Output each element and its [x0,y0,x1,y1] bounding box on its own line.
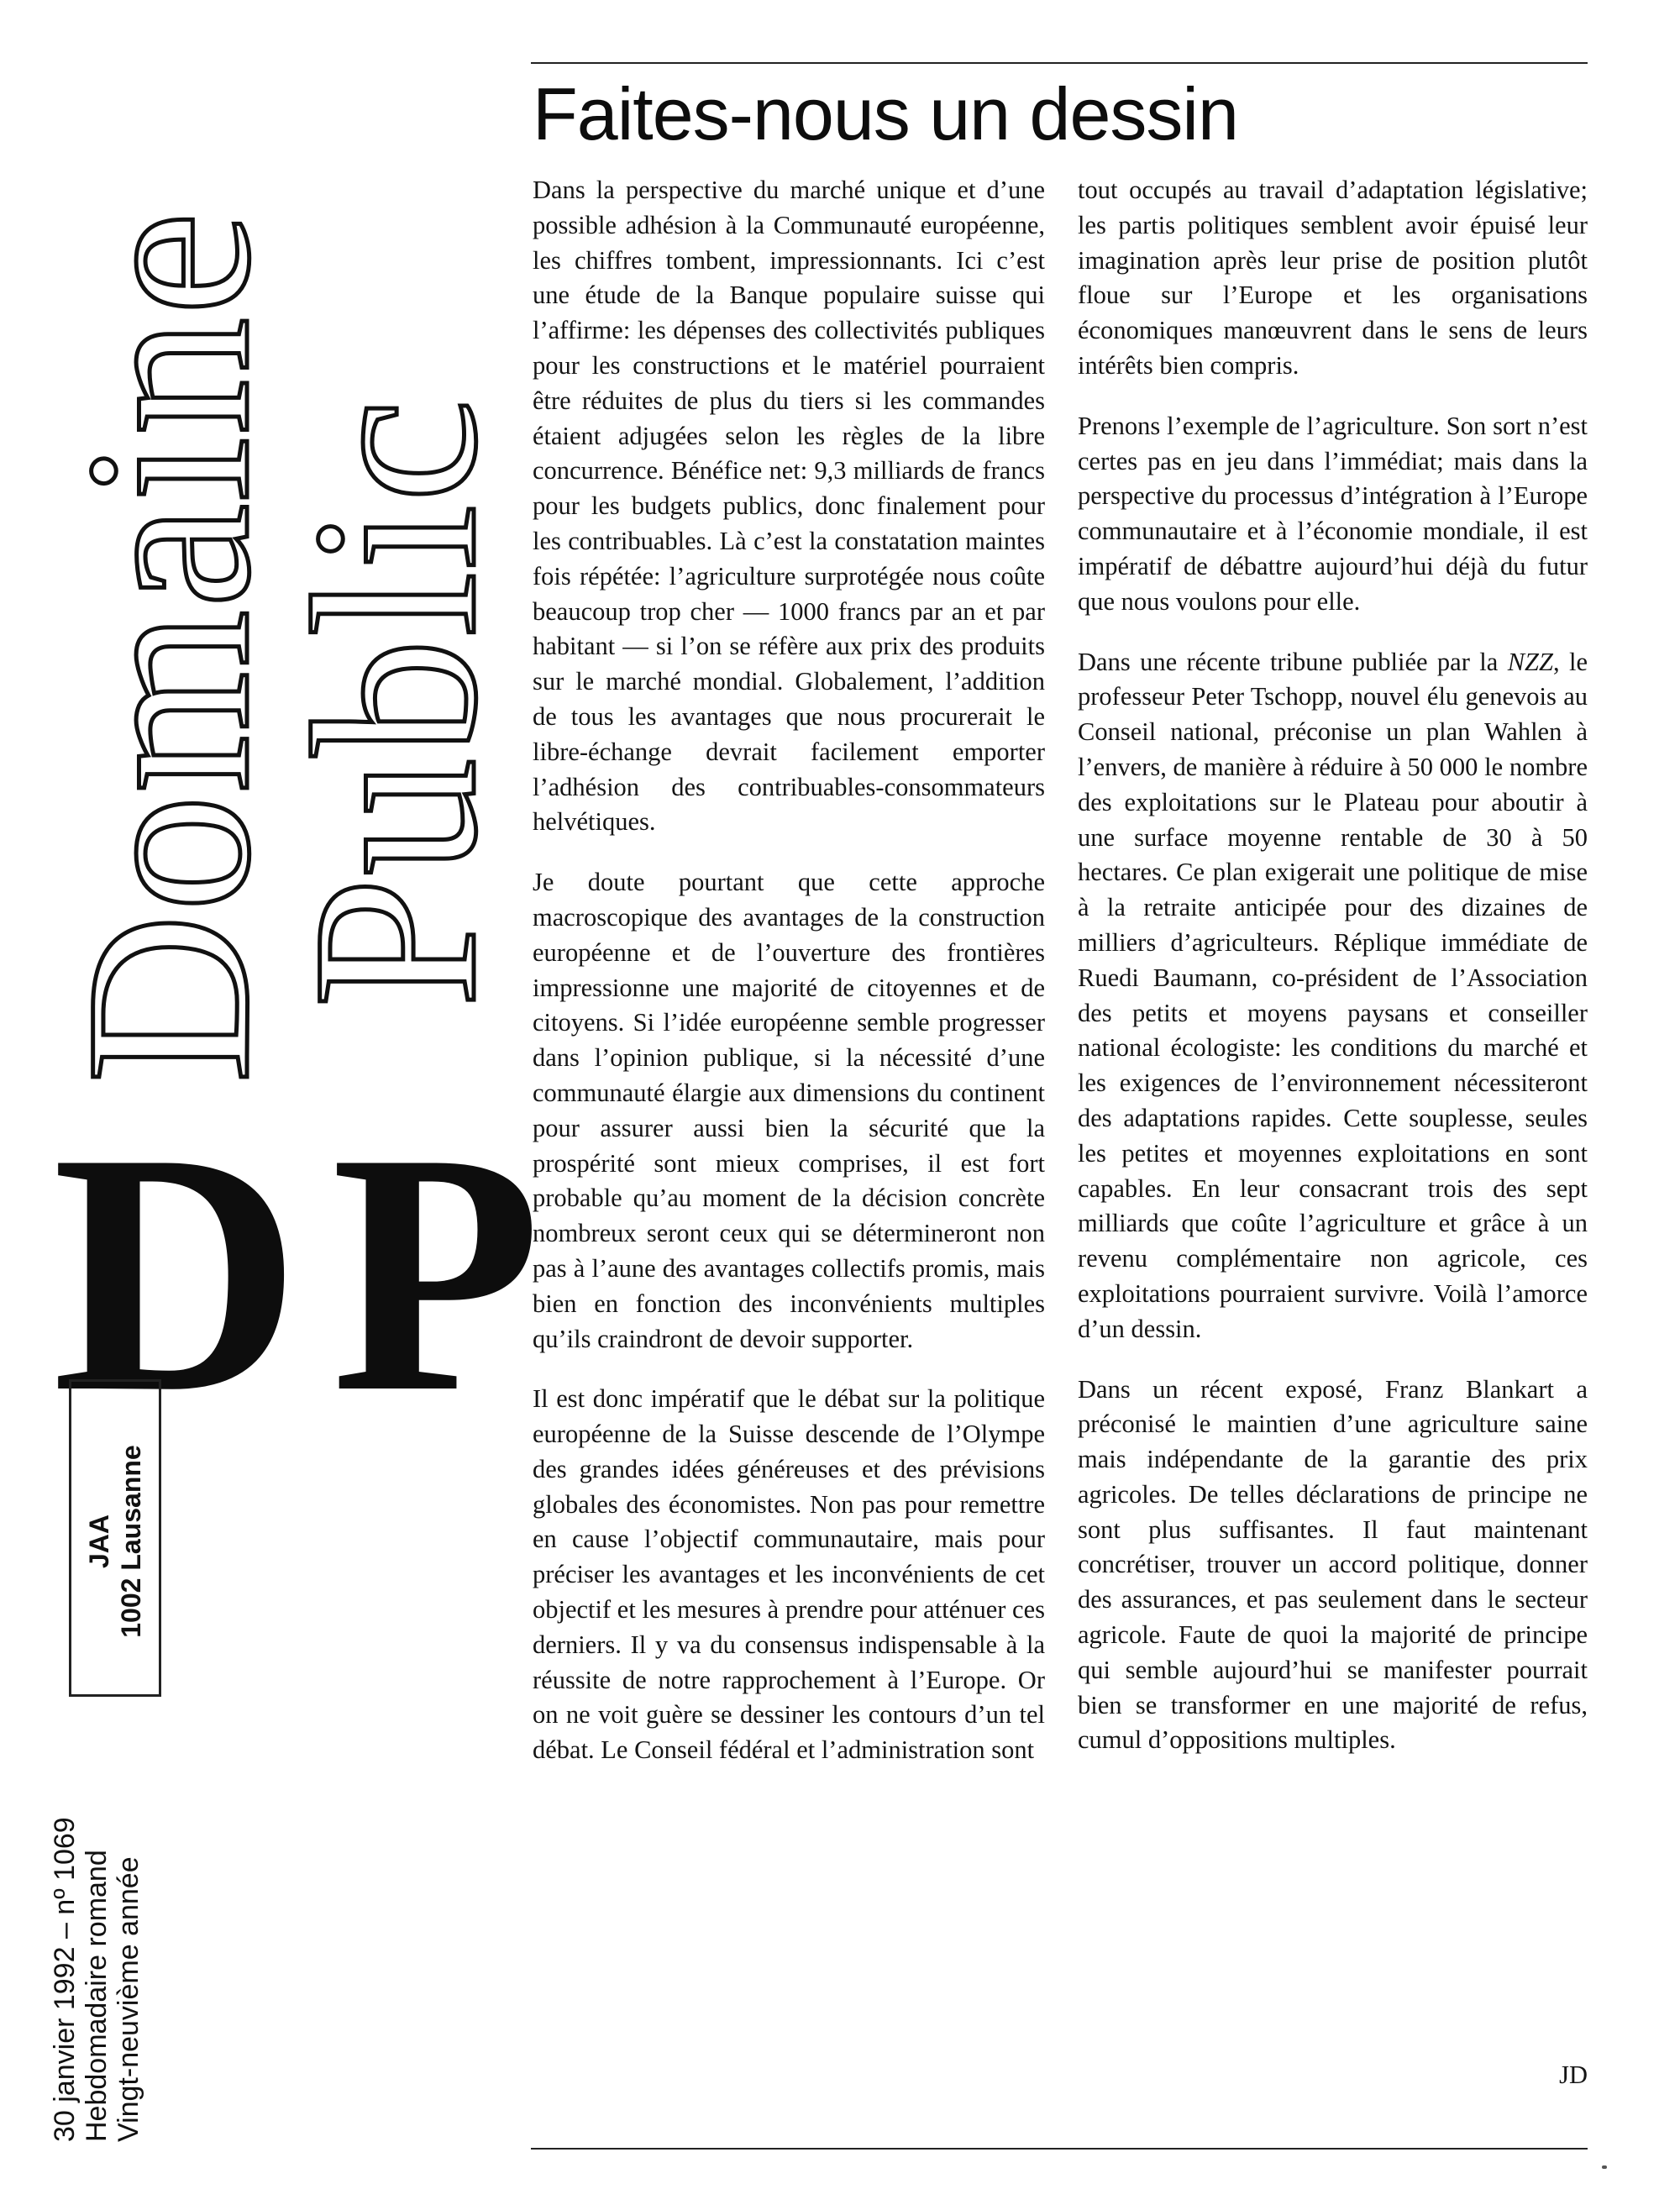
scan-speck [1602,2165,1607,2169]
author-signature: JD [1559,2060,1588,2089]
jaa-label: JAA [84,1514,114,1569]
masthead-title-public: Public [264,396,525,1008]
jaa-postcode: 1002 Lausanne [116,1445,146,1638]
article-title: Faites-nous un dessin [533,72,1238,155]
bottom-rule [531,2148,1588,2150]
paragraph: Prenons l’exemple de l’agriculture. Son sort n’est certes pas en jeu dans l’immédiat; mais dans la perspective du processus d’intégration à l’Europe communautaire et à l’économie mondiale, il est impératif de débattre aujourd’hui déjà du futur que nous voulons pour elle. [1078,411,1588,616]
article-column-right [1078,173,1588,1758]
paragraph-nzz [1078,645,1588,1347]
nzz-italic: NZZ [1507,647,1553,676]
dp-logo: DP [52,1082,572,1463]
nzz-after: , le professeur Peter Tschopp, nouvel élu genevois au Conseil national, préconise un plan Wahlen à l’envers, de manière à réduire à 50 000 le nombre des exploitations sur le Plateau pour aboutir à une surface moyenne rentable de 30 à 50 hectares. Ce plan exigerait une politique de mise à la retraite anticipée pour des dizaines de milliers d’agriculteurs. Réplique immédiate de Ruedi Baumann, co-président de l’Association des petits et moyens paysans et conseiller national écologiste: les conditions du marché et les exigences de l’environnement nécessiteront des adaptations rapides. Cette souplesse, seules les petites et moyennes exploitations en sont capables. En leur consacrant trois des sept milliards que coûte l’agriculture et grâce à un revenu complémentaire non agricole, ces exploitations pourraient survivre. Voilà l’amorce d’un dessin. [1078,647,1588,1343]
jaa-address-text [83,1399,147,1684]
nzz-before: Dans une récente tribune publiée par la [1078,647,1508,676]
jaa-address-box [69,1379,161,1697]
paragraph: Je doute pourtant que cette approche macroscopique des avantages de la construction européenne et de l’ouverture des frontières impressionne une majorité de citoyennes et de citoyens. Si l’idée européenne semble progresser dans l’opinion publique, si la nécessité d’une communauté élargie aux dimensions du continent pour assurer aussi bien la sécurité que la prospérité sont mieux comprises, il est fort probable qu’au moment de la décision concrète nombreux seront ceux qui se détermineront non pas à l’aune des avantages collectifs promis, mais bien en fonction des inconvénients multiples qu’ils craindront de devoir supporter. [533,868,1045,1353]
paragraph: Dans la perspective du marché unique et d’une possible adhésion à la Communauté européenne, les chiffres tombent, impressionnants. Ici c’est une étude de la Banque populaire suisse qui l’affirme: les dépenses des collectivités publiques pour les constructions et le matériel pourraient être réduites de plus du tiers si les commandes étaient adjugées selon les règles de la libre concurrence. Bénéfice net: 9,3 milliards de francs pour les budgets publics, donc finalement pour les contribuables. Là c’est la constatation maintes fois répétée: l’agriculture surprotégée nous coûte beaucoup trop cher — 1000 francs par an et par habitant — si l’on se réfère aux prix des produits sur le marché mondial. Globalement, l’addition de tous les avantages que nous procurerait le libre-échange devrait facilement emporter l’adhésion des contribuables-consommateurs helvétiques. [533,176,1045,837]
issue-info [49,1817,144,2142]
publication-frequency: Hebdomadaire romand [81,1850,113,2142]
paragraph: Il est donc impératif que le débat sur la politique européenne de la Suisse descende de l’Olympe des grandes idées généreuses et des prévisions globales des économistes. Non pas pour remettre en cause l’objectif communautaire, mais pour préciser les avantages et les inconvénients de cet objectif et les mesures à prendre pour atténuer ces derniers. Il y va du consensus indispensable à la réussite de notre rapprochement à l’Europe. Or on ne voit guère se dessiner les contours d’un tel débat. Le Conseil fédéral et l’administration sont [533,1384,1045,1765]
article-column-left [533,173,1045,1768]
masthead [0,0,572,2210]
paragraph: tout occupés au travail d’adaptation législative; les partis politiques semblent avoir épuisé leur imagination après leur prise de position plutôt floue sur l’Europe et les organisations économiques manœuvrent dans le sens de leurs intérêts bien compris. [1078,176,1588,380]
masthead-title-domaine: Domaine [37,209,298,1084]
publication-year: Vingt-neuvième année [113,1856,144,2142]
issue-date: 30 janvier 1992 – nº 1069 [49,1817,81,2142]
paragraph: Dans un récent exposé, Franz Blankart a préconisé le maintien d’une agriculture saine mais indépendante de la garantie des prix agricoles. De telles déclarations de principe ne sont plus suffisantes. Il faut maintenant concrétiser, trouver un accord politique, donner des assurances, et pas seulement dans le secteur agricole. Faute de quoi la majorité de principe qui semble aujourd’hui se manifester pourrait bien se transformer en une majorité de refus, cumul d’oppositions multiples. [1078,1374,1588,1755]
top-rule [531,62,1588,64]
